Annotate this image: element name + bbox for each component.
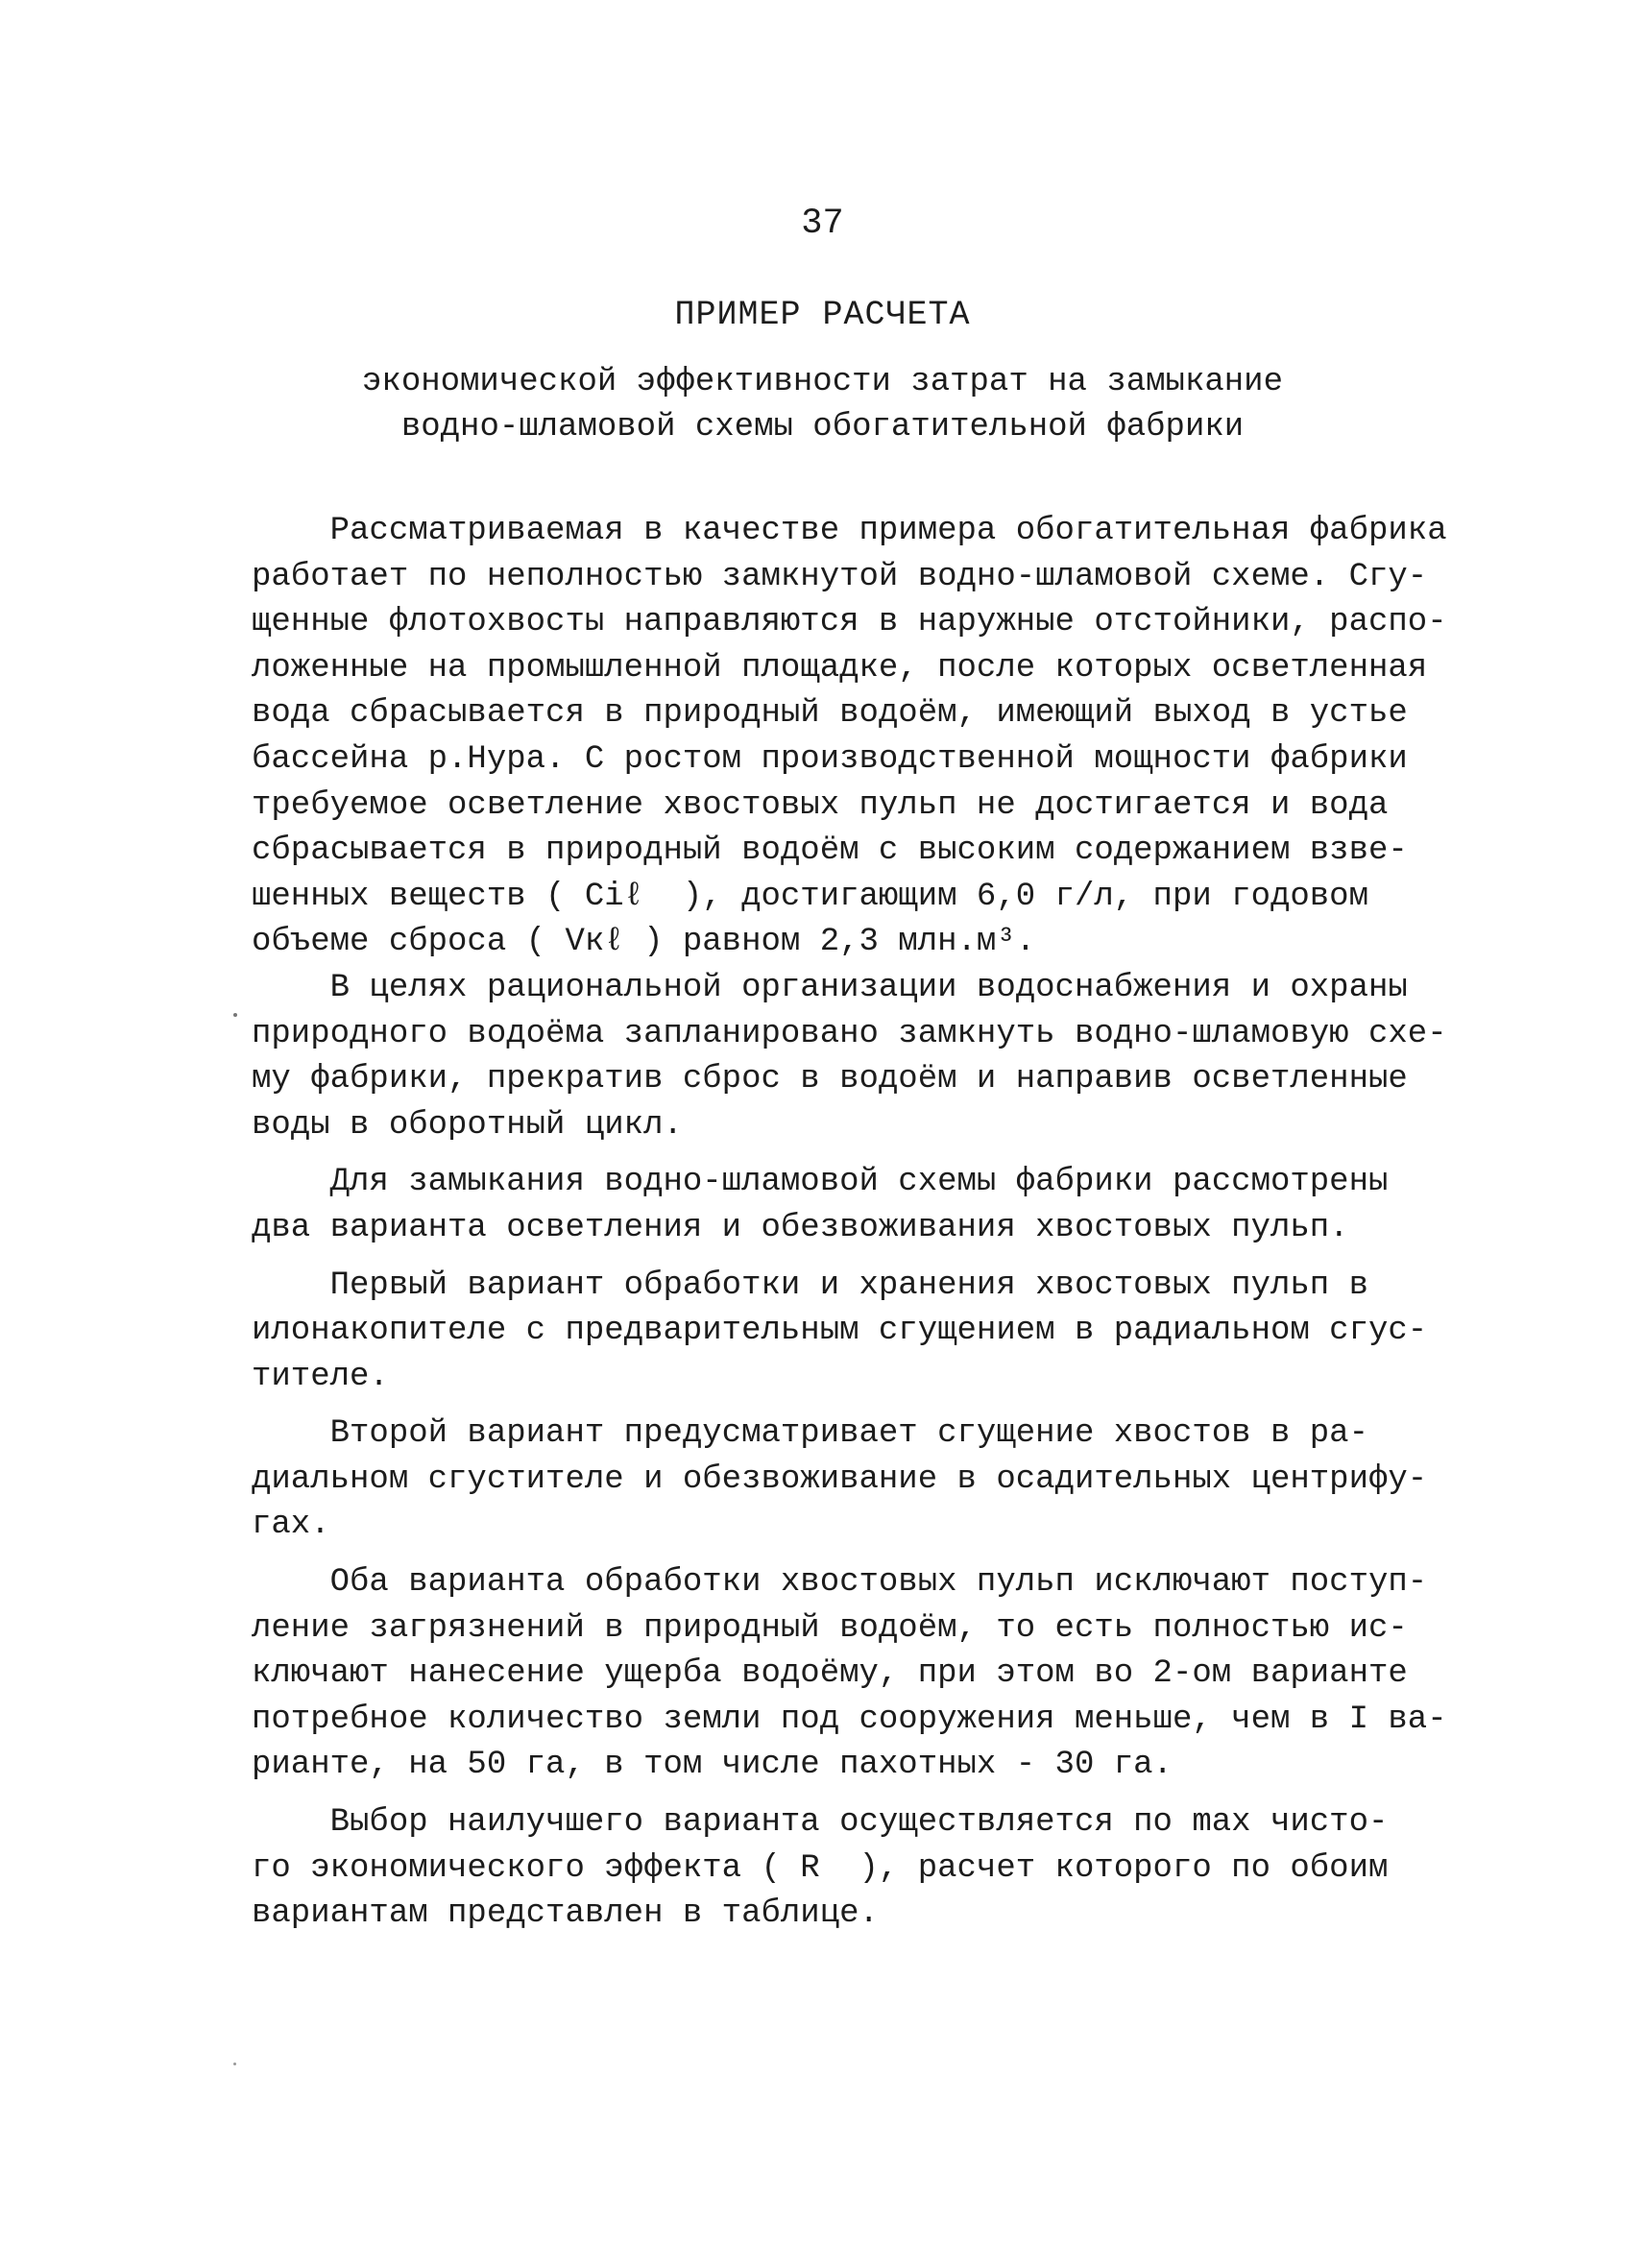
paragraph-gap <box>252 1549 1385 1560</box>
text-line: Оба варианта обработки хвостовых пульп исключают поступ- <box>252 1564 1428 1602</box>
page-number: 37 <box>801 204 844 244</box>
text-line: Выбор наилучшего варианта осуществляется по max чисто- <box>252 1804 1389 1842</box>
text-line: сбрасывается в природный водоём с высоким содержанием взве- <box>252 832 1408 870</box>
text-line: объеме сброса ( Vкℓ ) равном 2,3 млн.м³. <box>252 924 1036 961</box>
paragraph-gap <box>252 1252 1385 1264</box>
text-line: Рассматриваемая в качестве примера обогатительная фабрика <box>252 513 1447 549</box>
subtitle-line: экономической эффективности затрат на замыкание <box>362 364 1283 400</box>
scan-speck <box>233 2063 236 2065</box>
text-line: бассейна р.Нура. С ростом производственной мощности фабрики <box>252 740 1408 778</box>
paragraph-gap <box>252 1789 1385 1800</box>
paragraph-gap <box>252 1148 1385 1160</box>
text-line: рианте, на 50 га, в том числе пахотных - 30 га. <box>252 1747 1173 1784</box>
paragraph-gap <box>252 1400 1385 1411</box>
text-line: диальном сгустителе и обезвоживание в осадительных центрифу- <box>252 1460 1428 1498</box>
text-line: шенных веществ ( Сiℓ ), достигающим 6,0 г/л, при годовом <box>252 878 1368 915</box>
body-text <box>252 509 1447 1938</box>
text-line: работает по неполностью замкнутой водно-шламовой схеме. Сгу- <box>252 558 1428 595</box>
text-line: тителе. <box>252 1358 389 1395</box>
text-line: илонакопителе с предварительным сгущением в радиальном сгус- <box>252 1313 1428 1350</box>
text-line: два варианта осветления и обезвоживания хвостовых пульп. <box>252 1209 1349 1246</box>
text-line: вариантам представлен в таблице. <box>252 1895 879 1933</box>
scan-speck <box>233 1013 237 1017</box>
text-line: Первый вариант обработки и хранения хвостовых пульп в <box>252 1267 1368 1304</box>
text-line: Второй вариант предусматривает сгущение хвостов в ра- <box>252 1415 1368 1453</box>
text-line: му фабрики, прекратив сброс в водоём и направив осветленные <box>252 1061 1408 1098</box>
text-line: го экономического эффекта ( R ), расчет которого по обоим <box>252 1849 1389 1887</box>
text-line: природного водоёма запланировано замкнуть водно-шламовую схе- <box>252 1015 1447 1052</box>
text-line: ложенные на промышленной площадке, после которых осветленная <box>252 649 1428 687</box>
text-line: В целях рациональной организации водоснабжения и охраны <box>252 969 1408 1006</box>
subtitle <box>0 360 1645 450</box>
heading: ПРИМЕР РАСЧЕТА <box>674 296 971 334</box>
text-line: ключают нанесение ущерба водоёму, при этом во 2-ом варианте <box>252 1655 1408 1693</box>
text-line: гах. <box>252 1507 330 1544</box>
subtitle-line: водно-шламовой схемы обогатительной фабрики <box>400 409 1245 446</box>
text-line: требуемое осветление хвостовых пульп не достигается и вода <box>252 786 1389 824</box>
text-line: вода сбрасывается в природный водоём, имеющий выход в устье <box>252 695 1408 733</box>
text-line: потребное количество земли под сооружения меньше, чем в I ва- <box>252 1701 1447 1738</box>
text-line: щенные флотохвосты направляются в наружные отстойники, распо- <box>252 604 1447 641</box>
text-line: воды в оборотный цикл. <box>252 1106 683 1144</box>
text-line: Для замыкания водно-шламовой схемы фабрики рассмотрены <box>252 1164 1389 1201</box>
text-line: ление загрязнений в природный водоём, то есть полностью ис- <box>252 1609 1408 1647</box>
